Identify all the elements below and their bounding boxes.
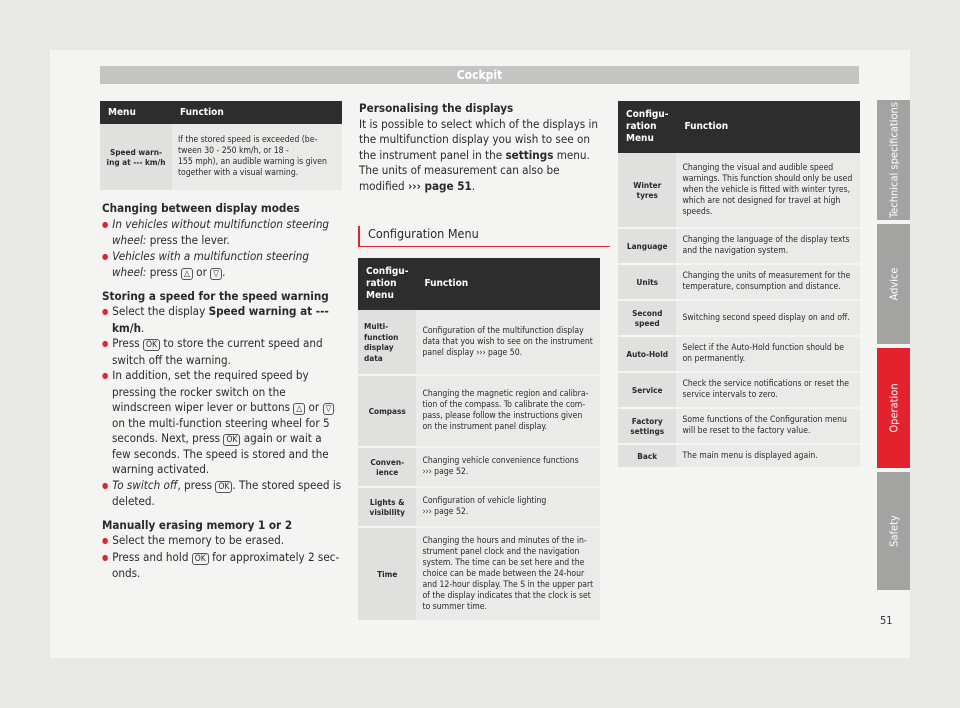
table-row	[618, 153, 860, 228]
ok-button-icon: OK	[192, 553, 209, 565]
list-item: ● Press and hold OK for approximately 2 sec-onds.	[102, 550, 342, 582]
heading-store-speed: Storing a speed for the speed warning	[102, 288, 329, 303]
table3-function-cell: Switching second speed display on and off.	[676, 300, 860, 336]
table3-function-cell: Check the service notifications or reset the service intervals to zero.	[676, 372, 860, 408]
left-text-column	[102, 201, 342, 582]
heading-personalising: Personalising the displays	[359, 101, 514, 115]
table3-menu-cell: Units	[618, 264, 676, 300]
speed-warning-table	[100, 101, 342, 192]
table1-menu-cell: Speed warn- ing at --- km/h	[100, 124, 172, 191]
table3-function-header: Function	[676, 101, 860, 153]
table2-menu-header: Configu- ration Menu	[358, 258, 416, 310]
configuration-table-2	[618, 101, 860, 469]
table2-menu-cell: Lights & visibility	[358, 487, 416, 527]
page-header: Cockpit	[100, 66, 859, 84]
table-row	[100, 124, 342, 191]
table2-menu-cell: Time	[358, 527, 416, 621]
arrow-down-icon: ▽	[210, 268, 222, 280]
table1-function-cell: If the stored speed is exceeded (be- tween 30 - 250 km/h, or 18 - 155 mph), an audible warning is given together with a visual warning.	[172, 124, 342, 191]
table-row	[618, 408, 860, 444]
list-item: ● In addition, set the required speed by pressing the rocker switch on the windscreen wiper lever or buttons △ or ▽ on the multi-function steering wheel for 5 seconds. Next, press OK again or wait a few seconds. The speed is stored and the warning activated.	[102, 368, 342, 478]
tab-safety[interactable]: Safety	[877, 472, 910, 590]
table-row	[358, 527, 600, 621]
table3-function-cell: The main menu is displayed again.	[676, 444, 860, 468]
table1-function-header: Function	[172, 101, 342, 124]
list-item: ● Press OK to store the current speed and switch off the warning.	[102, 336, 342, 368]
table1-menu-header: Menu	[100, 101, 172, 124]
table2-function-cell: Configuration of vehicle lighting ››› page 52.	[416, 487, 600, 527]
page-number: 51	[880, 614, 893, 627]
table-row	[358, 375, 600, 447]
list-item: ● Vehicles with a multifunction steering wheel: press △ or ▽ .	[102, 249, 342, 281]
table3-menu-cell: Auto-Hold	[618, 336, 676, 372]
table-row	[358, 487, 600, 527]
table-row	[618, 300, 860, 336]
table2-menu-cell: Conven- ience	[358, 447, 416, 487]
table-row	[618, 264, 860, 300]
list-item: ● Select the memory to be erased.	[102, 533, 342, 550]
table3-function-cell: Changing the language of the display texts and the navigation system.	[676, 228, 860, 264]
table2-function-header: Function	[416, 258, 600, 310]
table2-menu-cell: Compass	[358, 375, 416, 447]
table3-menu-cell: Language	[618, 228, 676, 264]
paragraph: It is possible to select which of the displays in the multifunction display you wish to see on the instrument panel in the settings menu. The units of measurement can also be modified ››› page 51.	[359, 116, 599, 193]
page-link[interactable]: ››› page 51	[408, 178, 472, 193]
table3-menu-cell: Back	[618, 444, 676, 468]
table-row	[618, 228, 860, 264]
table2-function-cell: Changing vehicle convenience functions ››› page 52.	[416, 447, 600, 487]
arrow-down-icon: ▽	[323, 403, 335, 415]
table-row	[358, 447, 600, 487]
table-row	[618, 444, 860, 468]
list-item: ● In vehicles without multifunction steering wheel: press the lever.	[102, 217, 342, 249]
list-item: ● To switch off, press OK . The stored speed is deleted.	[102, 478, 342, 510]
table3-function-cell: Some functions of the Configuration menu will be reset to the factory value.	[676, 408, 860, 444]
table3-function-cell: Changing the units of measurement for the temperature, consumption and distance.	[676, 264, 860, 300]
tab-technical-specifications[interactable]: Technical specifications	[877, 100, 910, 220]
heading-erase-memory: Manually erasing memory 1 or 2	[102, 517, 293, 532]
arrow-up-icon: △	[293, 403, 305, 415]
table-row	[358, 310, 600, 375]
table3-menu-cell: Service	[618, 372, 676, 408]
ok-button-icon: OK	[223, 434, 240, 446]
list-item: ● Select the display Speed warning at --- km/h.	[102, 304, 342, 336]
table3-function-cell: Select if the Auto-Hold function should be on permanently.	[676, 336, 860, 372]
table2-function-cell: Changing the magnetic region and calibra-tion of the compass. To calibrate the com-pass, please follow the instructions given on the instrument panel display.	[416, 375, 600, 447]
table2-function-cell: Configuration of the multifunction display data that you wish to see on the instrument panel display ››› page 50.	[416, 310, 600, 375]
tab-advice[interactable]: Advice	[877, 224, 910, 344]
table3-menu-cell: Winter tyres	[618, 153, 676, 228]
table3-menu-cell: Factory settings	[618, 408, 676, 444]
table3-function-cell: Changing the visual and audible speed warnings. This function should only be used when the vehicle is fitted with winter tyres, which are not designed for travel at high speeds.	[676, 153, 860, 228]
table-row	[618, 336, 860, 372]
ok-button-icon: OK	[143, 339, 160, 351]
table2-function-cell: Changing the hours and minutes of the in-strument panel clock and the navigation system. The time can be set here and the choice can be made between the 24-hour and 12-hour display. The S in the upper part of the display indicates that the clock is set to summer time.	[416, 527, 600, 621]
table-row	[618, 372, 860, 408]
configuration-table-1	[358, 258, 600, 622]
tab-operation[interactable]: Operation	[877, 348, 910, 468]
table3-menu-cell: Second speed	[618, 300, 676, 336]
table3-menu-header: Configu- ration Menu	[618, 101, 676, 153]
ok-button-icon: OK	[215, 481, 232, 493]
table2-menu-cell: Multi- function display data	[358, 310, 416, 375]
section-title-configuration: Configuration Menu	[358, 226, 610, 247]
arrow-up-icon: △	[181, 268, 193, 280]
heading-display-modes: Changing between display modes	[102, 201, 300, 215]
middle-text-column	[359, 101, 599, 194]
